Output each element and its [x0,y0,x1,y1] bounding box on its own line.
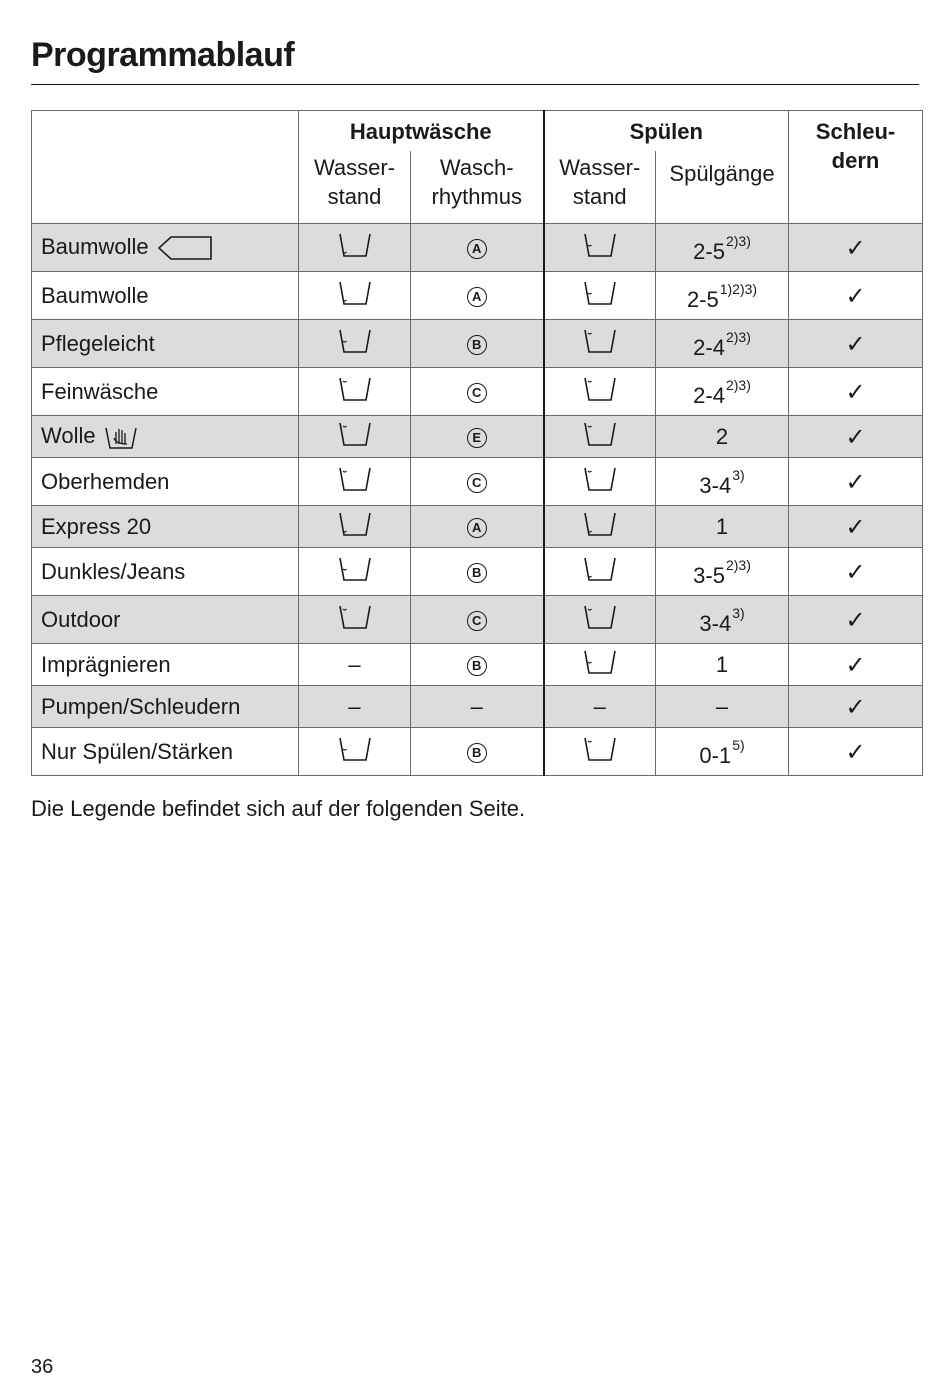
spuelgaenge-cell [656,686,789,728]
header-waschrhythmus-line1: Wasch- [439,155,514,180]
rhythm-badge: B [467,743,487,763]
schleudern-cell [789,686,923,728]
waschrhythmus-cell [411,272,544,320]
spuelgaenge-value [699,465,744,499]
sp-wasserstand-cell [544,596,656,644]
header-hw-wasserstand-line2: stand [327,184,382,209]
spuelgaenge-value [693,375,751,409]
hw-wasserstand-cell [299,506,411,548]
program-name-cell [32,458,299,506]
water-level-high-icon [583,603,617,637]
schleudern-cell [789,506,923,548]
footnote-ref: 2)3) [725,376,751,393]
water-level-low-icon [338,279,372,313]
water-level-medium-icon [583,279,617,313]
hand-wash-icon [96,423,138,448]
program-name: Baumwolle [41,233,149,259]
header-waschrhythmus-line2: rhythmus [431,184,522,209]
table-row [32,686,923,728]
program-name: Feinwäsche [41,378,159,404]
schleudern-cell [789,596,923,644]
spuelgaenge-count: 0-1 [699,742,732,768]
spuelgaenge-cell [656,416,789,458]
checkmark-icon: ✓ [845,329,866,358]
spuelgaenge-cell [656,728,789,776]
spuelgaenge-cell [656,548,789,596]
sp-wasserstand-cell [544,644,656,686]
checkmark-icon: ✓ [845,605,866,634]
rhythm-badge: C [467,473,487,493]
water-level-high-icon [338,603,372,637]
waschrhythmus-cell [411,320,544,368]
checkmark-icon: ✓ [845,557,866,586]
spuelgaenge-cell [656,506,789,548]
header-schleudern [789,111,923,224]
program-name: Nur Spülen/Stärken [41,738,233,764]
spuelgaenge-cell [656,458,789,506]
water-level-high-icon [583,735,617,769]
water-level-low-icon [338,231,372,265]
water-level-high-icon [338,420,372,454]
waschrhythmus-cell [411,506,544,548]
dash: – [348,693,361,719]
checkmark-icon: ✓ [845,422,866,451]
spuelgaenge-count: 2-5 [693,238,725,264]
legend-note: Die Legende befindet sich auf der folgenden Seite. [31,796,526,821]
table-row [32,596,923,644]
footnote-ref: 2)3) [725,556,751,573]
program-name-cell [32,686,299,728]
spuelgaenge-value [716,424,728,450]
spuelgaenge-cell [656,596,789,644]
waschrhythmus-cell [411,458,544,506]
schleudern-cell [789,644,923,686]
sp-wasserstand-cell [544,506,656,548]
water-level-high-icon [583,465,617,499]
title-divider [31,84,919,85]
sp-wasserstand-cell [544,320,656,368]
header-empty-cell [32,111,299,224]
program-name-cell [32,272,299,320]
footnote-ref: 1)2)3) [719,280,758,297]
program-name-cell [32,320,299,368]
waschrhythmus-cell [411,686,544,728]
table-row [32,458,923,506]
program-name: Pflegeleicht [41,330,155,356]
sp-wasserstand-cell [544,224,656,272]
header-sp-wasserstand-line1: Wasser- [559,155,641,180]
dash: – [593,693,606,719]
rhythm-badge: C [467,383,487,403]
footnote-ref: 5) [732,736,745,753]
water-level-medium-icon [583,648,617,682]
eco-arrow-icon [149,234,213,259]
water-level-low-icon [583,510,617,544]
program-name: Express 20 [41,513,152,539]
header-schleudern-line2: dern [831,148,880,173]
program-name: Imprägnieren [41,651,171,677]
hw-wasserstand-cell [299,224,411,272]
spuelgaenge-value [699,735,744,769]
spuelgaenge-count: – [715,693,729,719]
program-name-cell [32,548,299,596]
program-name-cell [32,596,299,644]
sp-wasserstand-cell [544,458,656,506]
spuelgaenge-count: 2-4 [693,334,725,360]
header-sp-wasserstand [544,151,656,224]
header-spuelgaenge-label: Spülgänge [669,161,775,186]
hw-wasserstand-cell [299,458,411,506]
hw-wasserstand-cell [299,416,411,458]
spuelgaenge-count: 2-4 [693,382,725,408]
schleudern-cell [789,320,923,368]
water-level-low-icon [583,555,617,589]
rhythm-badge: B [467,656,487,676]
program-name-cell [32,728,299,776]
checkmark-icon: ✓ [845,512,866,541]
sp-wasserstand-cell [544,368,656,416]
program-table [31,110,923,776]
sp-wasserstand-cell [544,686,656,728]
program-name: Wolle [41,422,96,448]
spuelgaenge-count: 1 [715,513,729,539]
water-level-high-icon [583,327,617,361]
checkmark-icon: ✓ [845,377,866,406]
program-name-cell [32,368,299,416]
checkmark-icon: ✓ [845,233,866,262]
program-name-cell [32,416,299,458]
spuelgaenge-count: 3-4 [699,472,732,498]
waschrhythmus-cell [411,644,544,686]
sp-wasserstand-cell [544,548,656,596]
page-number: 36 [31,1356,54,1378]
spuelgaenge-count: 2 [715,423,729,449]
waschrhythmus-cell [411,416,544,458]
checkmark-icon: ✓ [845,467,866,496]
spuelgaenge-value [716,514,728,540]
spuelgaenge-value [693,231,751,265]
table-row [32,728,923,776]
water-level-high-icon [338,375,372,409]
program-name: Dunkles/Jeans [41,558,186,584]
dash: – [348,651,361,677]
water-level-high-icon [583,420,617,454]
sp-wasserstand-cell [544,416,656,458]
spuelgaenge-value [699,603,744,637]
checkmark-icon: ✓ [845,281,866,310]
table-row [32,506,923,548]
table-row [32,548,923,596]
water-level-medium-icon [583,231,617,265]
header-hauptwaesche: Hauptwäsche [299,111,544,152]
spuelgaenge-cell [656,320,789,368]
table-row [32,320,923,368]
hw-wasserstand-cell [299,728,411,776]
spuelgaenge-cell [656,224,789,272]
water-level-medium-icon [338,327,372,361]
water-level-high-icon [338,465,372,499]
hw-wasserstand-cell [299,548,411,596]
spuelgaenge-value [693,555,751,589]
schleudern-cell [789,368,923,416]
spuelgaenge-count: 3-5 [693,562,725,588]
header-spuelen: Spülen [544,111,789,152]
sp-wasserstand-cell [544,272,656,320]
spuelgaenge-cell [656,644,789,686]
hw-wasserstand-cell [299,320,411,368]
header-spuelgaenge [656,151,789,224]
table-row [32,272,923,320]
rhythm-badge: A [467,518,487,538]
water-level-medium-icon [338,735,372,769]
spuelgaenge-value [693,327,751,361]
checkmark-icon: ✓ [845,737,866,766]
sp-wasserstand-cell [544,728,656,776]
water-level-high-icon [583,375,617,409]
table-row [32,368,923,416]
spuelgaenge-count: 1 [715,651,729,677]
schleudern-cell [789,416,923,458]
program-name-cell [32,506,299,548]
spuelgaenge-cell [656,272,789,320]
schleudern-cell [789,728,923,776]
header-hw-wasserstand-line1: Wasser- [313,155,396,180]
checkmark-icon: ✓ [845,692,866,721]
rhythm-badge: A [467,287,487,307]
rhythm-badge: B [467,563,487,583]
rhythm-badge: C [467,611,487,631]
rhythm-badge: E [467,428,487,448]
header-waschrhythmus [411,151,544,224]
water-level-low-icon [338,510,372,544]
header-sp-wasserstand-line2: stand [572,184,627,209]
schleudern-cell [789,548,923,596]
hw-wasserstand-cell [299,272,411,320]
table-row [32,416,923,458]
spuelgaenge-value [716,652,728,678]
spuelgaenge-count: 3-4 [699,610,732,636]
footnote-ref: 2)3) [725,232,751,249]
checkmark-icon: ✓ [845,650,866,679]
table-row [32,644,923,686]
schleudern-cell [789,272,923,320]
footnote-ref: 3) [732,466,745,483]
spuelgaenge-count: 2-5 [686,286,719,312]
page-title: Programmablauf [31,36,295,74]
spuelgaenge-cell [656,368,789,416]
dash: – [470,693,483,719]
hw-wasserstand-cell [299,644,411,686]
waschrhythmus-cell [411,224,544,272]
header-hw-wasserstand [299,151,411,224]
water-level-medium-icon [338,555,372,589]
waschrhythmus-cell [411,548,544,596]
footnote-ref: 2)3) [725,328,751,345]
table-row [32,224,923,272]
program-name-cell [32,224,299,272]
hw-wasserstand-cell [299,368,411,416]
footnote-ref: 3) [732,604,745,621]
schleudern-cell [789,224,923,272]
rhythm-badge: A [467,239,487,259]
header-schleudern-line1: Schleu- [815,119,896,144]
spuelgaenge-value [687,279,757,313]
rhythm-badge: B [467,335,487,355]
hw-wasserstand-cell [299,596,411,644]
program-name: Pumpen/Schleudern [41,693,241,719]
program-name: Outdoor [41,606,121,632]
schleudern-cell [789,458,923,506]
hw-wasserstand-cell [299,686,411,728]
program-name: Oberhemden [41,468,170,494]
waschrhythmus-cell [411,596,544,644]
program-name: Baumwolle [41,282,149,308]
waschrhythmus-cell [411,728,544,776]
program-name-cell [32,644,299,686]
waschrhythmus-cell [411,368,544,416]
spuelgaenge-value [716,694,728,720]
